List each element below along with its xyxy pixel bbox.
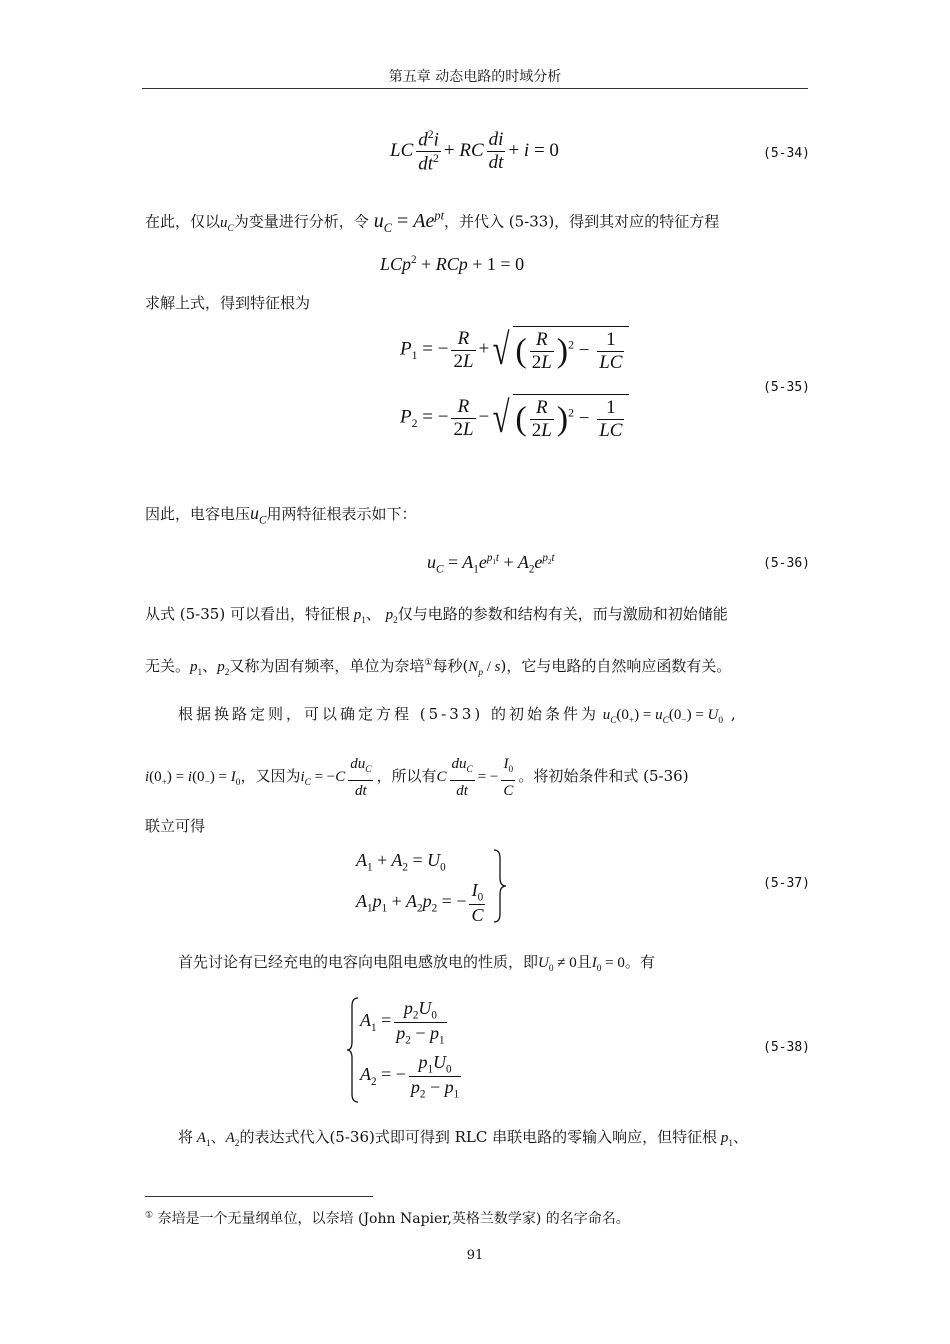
paragraph-line: $i(0_+) = i(0_-) = I_0$，又因为$i_C = -C$ $\frac{du_C}{dt}$ ，所以有C $\frac{du_C}{dt}$ = − $\frac{I_0}{C}$ 。将初始条件和式 (5-36) xyxy=(145,756,689,800)
running-header: 第五章 动态电路的时域分析 xyxy=(388,69,562,85)
footnote-ref[interactable]: ① xyxy=(424,658,433,668)
text-span: 将 xyxy=(178,1128,194,1146)
equation-number: (5-34) xyxy=(763,146,810,161)
paragraph-line: 求解上式，得到特征根为 xyxy=(145,294,311,312)
paragraph-line: 无关。$p_1$、$p_2$又称为固有频率，单位为奈培①每秒$(N_p / s)$，它与电路的自然响应函数有关。 xyxy=(145,657,732,678)
footnote-divider xyxy=(145,1196,373,1197)
equation-number: (5-35) xyxy=(763,380,810,395)
text-span: 仅与电路的参数和结构有关，而与激励和初始储能 xyxy=(397,605,728,623)
paragraph-line: 从式 (5-35) 可以看出，特征根 $p_1$、 $p_2$仅与电路的参数和结构有关，而与激励和初始储能 xyxy=(145,605,728,626)
text-span: 用两特征根表示如下： xyxy=(266,505,417,523)
equation-5-37-line-2: $A_1p_1 + A_2p_2$ = − $\frac{I_0}{C}$ xyxy=(356,880,484,925)
text-span: 根据换路定则，可以确定方程 (5-33) 的初始条件为 xyxy=(178,705,599,723)
header-divider xyxy=(142,88,808,89)
footnote-mark: ① xyxy=(145,1210,154,1221)
right-brace xyxy=(492,848,508,924)
text-span: ，所以有 xyxy=(376,767,437,785)
footnote xyxy=(145,1208,630,1228)
text-span: 首先讨论有已经充电的电容向电阻电感放电的性质，即 xyxy=(178,953,539,971)
page-number: 91 xyxy=(466,1248,484,1263)
equation-5-34: LC $\frac{d^2i}{dt^2}$ + RC $\frac{di}{dt}$ + i = 0 xyxy=(390,128,559,175)
text-span: 。将初始条件和式 (5-36) xyxy=(518,767,689,785)
paragraph-line: 根据换路定则，可以确定方程 (5-33) 的初始条件为 $u_C(0_+) = u_C(0_-) = U_0$ , xyxy=(178,705,739,726)
paragraph-line: 在此，仅以$u_C$为变量进行分析，令 $u_C = Ae^{pt}$，并代入 (5-33)，得到其对应的特征方程 xyxy=(145,208,720,235)
text-span: ，又因为 xyxy=(240,767,301,785)
text-span: 无关。 xyxy=(145,657,191,675)
text-span: 又称为固有频率，单位为奈培 xyxy=(229,657,425,675)
left-brace xyxy=(346,996,360,1104)
text-span: 从式 (5-35) 可以看出，特征根 xyxy=(145,605,350,623)
equation-5-36: $u_C = A_1e^{p_1t} + A_2e^{p_2t}$ xyxy=(427,552,555,576)
text-span: 每秒( xyxy=(432,657,469,675)
text-span: 且 xyxy=(576,953,592,971)
equation-5-35-root-1: $P_1$ = − $\frac{R}{2L}$ +√ ( $\frac{R}{2L}$ )$^2$ − $\frac{1}{LC}$ xyxy=(400,326,629,374)
text-span: 因此，电容电压 xyxy=(145,505,251,523)
text-span: 为变量进行分析，令 xyxy=(233,212,369,231)
equation-5-35-root-2: $P_2$ = − $\frac{R}{2L}$ −√ ( $\frac{R}{2L}$ )$^2$ − $\frac{1}{LC}$ xyxy=(400,394,629,442)
text-span: 在此，仅以 xyxy=(145,212,221,231)
paragraph-line: 因此，电容电压$u_C$用两特征根表示如下： xyxy=(145,503,417,527)
text-span: 。有 xyxy=(624,953,655,971)
equation-number: (5-38) xyxy=(763,1040,810,1055)
paragraph-line: 首先讨论有已经充电的电容向电阻电感放电的性质，即$U_0 \ne 0$且$I_0 = 0$。有 xyxy=(178,953,655,974)
equation-5-37-line-1: $A_1 + A_2 = U_0$ xyxy=(356,850,446,874)
footnote-text: 奈培是一个无量纲单位，以奈培 (John Napier,英格兰数学家) 的名字命名。 xyxy=(157,1211,630,1227)
paragraph-line: 联立可得 xyxy=(145,817,206,835)
equation-5-38-a2: $A_2$ = − $\frac{p_1U_0}{p_2 - p_1}$ xyxy=(360,1052,460,1101)
text-span: 的表达式代入(5-36)式即可得到 RLC 串联电路的零输入响应，但特征根 xyxy=(239,1128,718,1146)
equation-number: (5-36) xyxy=(763,556,810,571)
text-span: )，它与电路的自然响应函数有关。 xyxy=(500,657,732,675)
equation-5-38-a1: $A_1$ = $\frac{p_2U_0}{p_2 - p_1}$ xyxy=(360,998,445,1047)
text-span: ，并代入 (5-33)，得到其对应的特征方程 xyxy=(444,212,720,231)
paragraph-line: 将 $A_1$、$A_2$的表达式代入(5-36)式即可得到 RLC 串联电路的零输入响应，但特征根 $p_1$、 xyxy=(178,1128,749,1149)
equation-number: (5-37) xyxy=(763,876,810,891)
characteristic-equation: LCp$^2$ + RCp + 1 = 0 xyxy=(380,254,525,274)
